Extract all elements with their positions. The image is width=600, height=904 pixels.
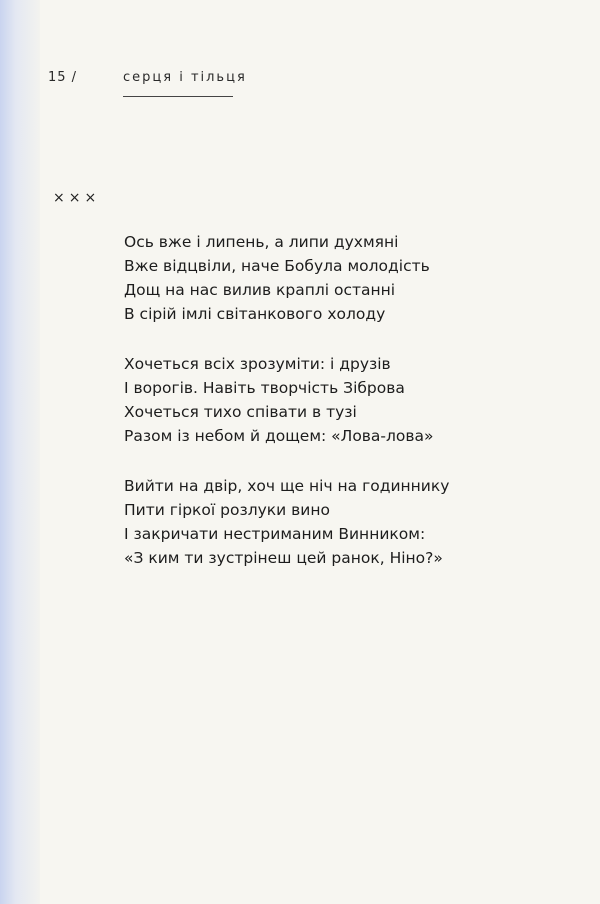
poem-line: Дощ на нас вилив краплі останні (124, 281, 396, 299)
running-header-title: серця і тільця (123, 70, 247, 85)
poem-line: Ось вже і липень, а липи духмяні (124, 233, 399, 251)
poem-line: Вже відцвіли, наче Бобула молодість (124, 257, 430, 275)
poem-line: «З ким ти зустрінеш цей ранок, Ніно?» (124, 549, 443, 567)
stanza-3 (124, 474, 449, 570)
poem-line: Разом із небом й дощем: «Лова-лова» (124, 427, 434, 445)
stanza-2 (124, 352, 434, 448)
page-binding-edge (0, 0, 40, 904)
poem-line: І закричати нестриманим Винником: (124, 525, 426, 543)
poem-line: В сірій імлі світанкового холоду (124, 305, 386, 323)
poem-line: Вийти на двір, хоч ще ніч на годиннику (124, 477, 450, 495)
poem-line: Хочеться всіх зрозуміти: і друзів (124, 355, 391, 373)
page-number: 15 / (48, 70, 78, 85)
stanza-1 (124, 230, 430, 326)
poem-line: Хочеться тихо співати в тузі (124, 403, 357, 421)
poem-line: Пити гіркої розлуки вино (124, 501, 330, 519)
header-rule (123, 96, 233, 97)
poem-line: І ворогів. Навіть творчість Зіброва (124, 379, 405, 397)
section-mark: ××× (53, 190, 101, 206)
